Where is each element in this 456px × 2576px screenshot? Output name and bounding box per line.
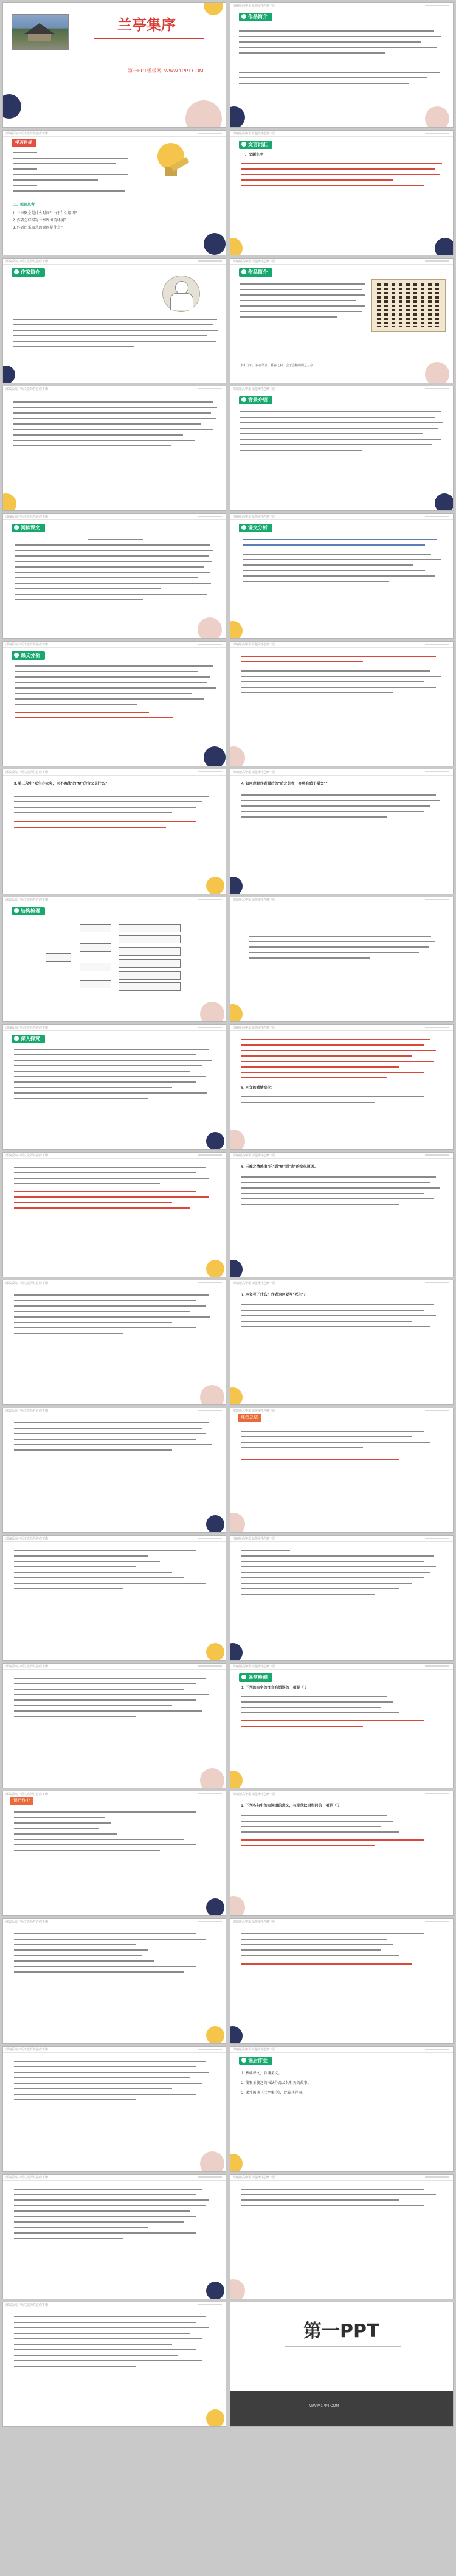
slide-2[interactable] [230, 2, 454, 128]
slide-18[interactable] [230, 1024, 454, 1150]
slide-28[interactable] [230, 1663, 454, 1788]
tag-analysis: 课文分析 [239, 524, 272, 532]
slide-cover[interactable] [2, 2, 226, 128]
header-text: 部编版高中语文选择性必修下册 [5, 1920, 49, 1924]
brand-logo: 第一PPT [303, 2321, 379, 2342]
practice-q2: 2. 下列各句中加点词语的意义，与现代汉语相同的一项是（ ） [241, 1804, 342, 1808]
slide-32[interactable] [230, 1918, 454, 2044]
tag-goals: 学习目标 [12, 139, 36, 147]
slide-11[interactable] [2, 641, 226, 766]
header-text: 部编版高中语文选择性必修下册 [5, 1026, 49, 1030]
header-text: 部编版高中语文选择性必修下册 [233, 1282, 276, 1285]
header-text: 部编版高中语文选择性必修下册 [233, 1409, 276, 1413]
slide-24[interactable] [230, 1408, 454, 1533]
tag-deep: 深入探究 [12, 1035, 45, 1043]
slide-34[interactable] [230, 2046, 454, 2172]
header-text: 部编版高中语文选择性必修下册 [233, 771, 276, 774]
structure-diagram [46, 924, 185, 992]
slide-30[interactable] [230, 1791, 454, 1916]
header-text: 部编版高中语文选择性必修下册 [5, 771, 49, 774]
lightbulb-icon [154, 143, 188, 186]
author-portrait [162, 276, 200, 312]
slide-12[interactable] [230, 641, 454, 766]
header-text: 部编版高中语文选择性必修下册 [5, 1537, 49, 1541]
slide-37[interactable] [2, 2302, 226, 2427]
header-text: 部编版高中语文选择性必修下册 [5, 387, 49, 391]
calligraphy-image [371, 279, 446, 332]
tag-homework: 课后作业 [239, 2057, 272, 2065]
reading-q3: 3. 作者由乐而悲的原因是什么？ [13, 226, 64, 230]
cover-title: 兰亭集序 [117, 17, 176, 33]
slide-35[interactable] [2, 2174, 226, 2299]
header-text: 部编版高中语文选择性必修下册 [5, 898, 49, 902]
slide-16[interactable] [230, 897, 454, 1022]
question-6: 6. 王羲之情感由"乐"到"痛"到"悲"的变化原因。 [241, 1165, 318, 1169]
tag-author: 作家简介 [12, 268, 45, 277]
tag-structure: 结构梳理 [12, 907, 45, 915]
slide-29[interactable] [2, 1791, 226, 1916]
tag-analysis-2: 课文分析 [12, 651, 45, 660]
slide-8[interactable] [230, 386, 454, 511]
tag-reading: 阅读课文 [12, 524, 45, 532]
header-text: 部编版高中语文选择性必修下册 [233, 1537, 276, 1541]
slide-3[interactable] [2, 130, 226, 255]
header-text: 部编版高中语文选择性必修下册 [233, 4, 276, 8]
question-4: 4. 如何理解作者最后的"后之览者，亦将有感于斯文"？ [241, 782, 330, 786]
tag-practice: 课堂检测 [239, 1673, 272, 1682]
header-text: 部编版高中语文选择性必修下册 [233, 1920, 276, 1924]
slide-7[interactable] [2, 386, 226, 511]
header-text: 部编版高中语文选择性必修下册 [5, 1154, 49, 1158]
practice-q1: 1. 下列加点字的注音有错误的一项是（ ） [241, 1686, 309, 1690]
badge-homework: 课后作业 [10, 1797, 33, 1805]
reading-q2: 2. 作者怎样描写兰亭周围的环境？ [13, 219, 68, 223]
footer-site: WWW.1PPT.COM [309, 2404, 339, 2408]
feeling-heading: 5. 本文的感情变化： [241, 1086, 275, 1090]
header-text: 部编版高中语文选择性必修下册 [5, 2303, 49, 2307]
tag-background: 背景介绍 [239, 396, 272, 404]
header-text: 部编版高中语文选择性必修下册 [5, 2176, 49, 2179]
slide-19[interactable] [2, 1152, 226, 1277]
header-text: 部编版高中语文选择性必修下册 [233, 387, 276, 391]
header-text: 部编版高中语文选择性必修下册 [233, 1665, 276, 1668]
header-text: 部编版高中语文选择性必修下册 [5, 1409, 49, 1413]
footer-bar [230, 2391, 453, 2426]
header-text: 部编版高中语文选择性必修下册 [5, 515, 49, 519]
slide-20[interactable] [230, 1152, 454, 1277]
tag-prereading: 作品简介 [239, 268, 272, 277]
header-text: 部编版高中语文选择性必修下册 [5, 643, 49, 647]
badge-summary: 课堂总结 [238, 1414, 261, 1422]
header-text: 部编版高中语文选择性必修下册 [233, 132, 276, 136]
slide-25[interactable] [2, 1535, 226, 1661]
slide-14[interactable] [230, 769, 454, 894]
header-text: 部编版高中语文选择性必修下册 [233, 515, 276, 519]
orchid-pavilion-photo [12, 14, 69, 50]
slide-9[interactable] [2, 513, 226, 639]
homework-3: 3. 课外阅读《兰亭集序》，比较其异同。 [241, 2091, 306, 2095]
slide-15[interactable] [2, 897, 226, 1022]
slide-22[interactable] [230, 1280, 454, 1405]
slide-final[interactable] [230, 2302, 454, 2427]
header-text: 部编版高中语文选择性必修下册 [233, 643, 276, 647]
question-3: 3. 第三段中"死生亦大矣，岂不痛哉"的"痛"的含义是什么？ [14, 782, 109, 786]
slide-10[interactable] [230, 513, 454, 639]
header-text: 部编版高中语文选择性必修下册 [5, 1793, 49, 1796]
header-text: 部编版高中语文选择性必修下册 [5, 132, 49, 136]
slide-4[interactable] [230, 130, 454, 255]
slide-36[interactable] [230, 2174, 454, 2299]
slide-33[interactable] [2, 2046, 226, 2172]
header-text: 部编版高中语文选择性必修下册 [233, 260, 276, 263]
header-text: 部编版高中语文选择性必修下册 [233, 1026, 276, 1030]
header-text: 部编版高中语文选择性必修下册 [233, 1154, 276, 1158]
slide-31[interactable] [2, 1918, 226, 2044]
slide-5[interactable] [2, 258, 226, 383]
homework-1: 1. 熟读课文，背诵全文。 [241, 2072, 282, 2075]
slide-13[interactable] [2, 769, 226, 894]
homework-2: 2. 搜集王羲之的书法作品及其相关的故事。 [241, 2081, 311, 2085]
cover-subtitle: 第一PPT模板网: WWW.1PPT.COM [128, 68, 204, 74]
reading-heading: 二、阅读思考 [13, 203, 35, 207]
question-7: 7. 本文写了什么？作者为何要写"死生"？ [241, 1293, 308, 1297]
header-text: 部编版高中语文选择性必修下册 [233, 2048, 276, 2052]
header-text: 部编版高中语文选择性必修下册 [5, 1282, 49, 1285]
header-text: 部编版高中语文选择性必修下册 [5, 2048, 49, 2052]
header-text: 部编版高中语文选择性必修下册 [233, 898, 276, 902]
tag-words: 文言词汇 [239, 141, 272, 149]
slide-6[interactable] [230, 258, 454, 383]
tag-works: 作品简介 [239, 13, 272, 21]
words-heading: 一、文题生字 [241, 153, 264, 157]
header-text: 部编版高中语文选择性必修下册 [233, 2176, 276, 2179]
slide-21[interactable] [2, 1280, 226, 1405]
slide-27[interactable] [2, 1663, 226, 1788]
slide-23[interactable] [2, 1408, 226, 1533]
calligraphy-caption: 永和九年，岁在癸丑，暮春之初，会于会稽山阴之兰亭 [240, 364, 314, 367]
slide-26[interactable] [230, 1535, 454, 1661]
header-text: 部编版高中语文选择性必修下册 [5, 1665, 49, 1668]
slide-17[interactable] [2, 1024, 226, 1150]
header-text: 部编版高中语文选择性必修下册 [5, 260, 49, 263]
header-text: 部编版高中语文选择性必修下册 [233, 1793, 276, 1796]
reading-q1: 1. 兰亭聚会是什么时间？由于什么原因？ [13, 212, 79, 215]
